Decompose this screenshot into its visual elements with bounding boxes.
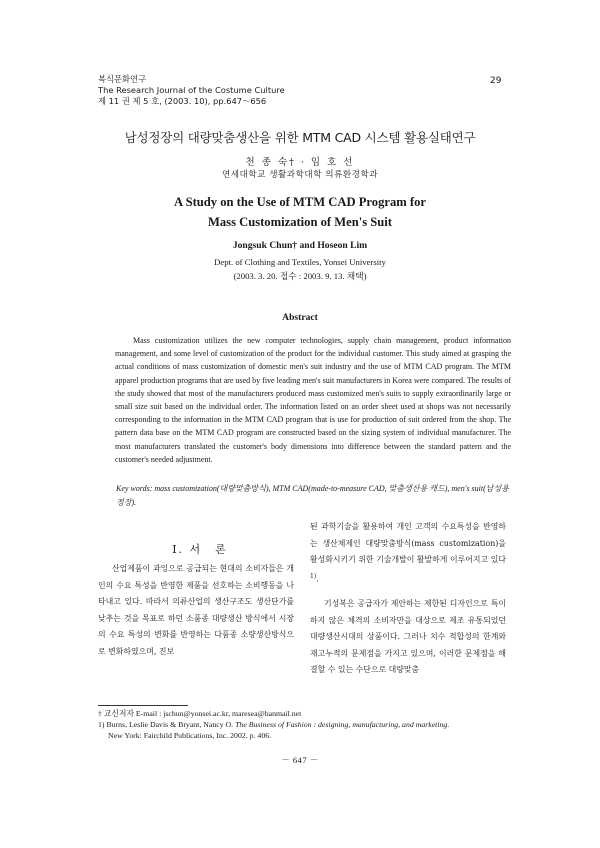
abstract-body: Mass customization utilizes the new computer technologies, supply chain management, product information management, and some level of customization of the product for the individual customer. This study aimed at grasping the actual conditions of mass customization of domestic men's suit industry and the use of MTM CAD program. The MTM apparel production programs that are used by five leading men's suit manufacturers in Korea were compared. The results of the study showed that most of the manufacturers produced mass customized men's suits to supply extraordinarily large or small size suit based on the individual order. The information listed on an order sheet used at shops was not necessarily corresponding to the information in the MTM CAD program that is use for production of suit ordered from the shop. The pattern data base on the MTM CAD program are constructed based on the sizing system of individual manufacturer. The most manufacturers translated the customer's body dimensions into difference between the standard pattern and the customer's needed adjustment.	[115, 336, 511, 464]
keywords	[116, 482, 512, 510]
affiliation-english-block	[0, 256, 600, 283]
keywords-label: Key words:	[116, 484, 153, 493]
body-paragraph-right-2: 기성복은 공급자가 제안하는 제한된 디자인으로 특이하지 않은 체격의 소비자만을 대상으로 제조 유통되었던 대량생산시대의 상품이다. 그러나 치수 적합성의 한계와 재고누적의 문제점을 가지고 있으며, 이러한 문제점을 해결할 수 있는 수단으로 대량맞춤	[310, 599, 506, 675]
footnote-ref1-publisher: New York: Fairchild Publications, Inc. 2002. p. 406.	[108, 731, 272, 740]
affiliation-english: Dept. of Clothing and Textiles, Yonsei University	[214, 257, 386, 267]
body-paragraph-left: 산업제품이 과잉으로 공급되는 현대의 소비자들은 개인의 수요 특성을 반영한 제품을 선호하는 소비행동을 나타내고 있다. 따라서 의류산업의 생산구조도 생산단가를 낮추는 것을 목표로 하던 소품종 대량생산 방식에서 시장의 수요 특성의 변화를 반영하는 다품종 소량생산방식으로 변화하였으며, 진보	[98, 564, 294, 656]
affiliation-korean: 연세대학교 생활과학대학 의류환경학과	[221, 170, 379, 180]
footnote-ref-1: 1)	[310, 572, 317, 580]
footnotes	[98, 708, 518, 741]
footnote-ref1-authors: 1) Burns, Leslie Davis & Bryant, Nancy O.	[98, 720, 234, 729]
footnote-corresponding-author: † 교신저자 E-mail : jschun@yonsei.ac.kr, maresea@hanmail.net	[98, 709, 302, 718]
received-accepted-dates: (2003. 3. 20. 접수 : 2003. 9. 13. 채택)	[233, 270, 367, 281]
title-english-line-1: A Study on the Use of MTM CAD Program for	[174, 195, 426, 209]
body-paragraph-right-1-text: 된 과학기술을 활용하여 개인 고객의 수요특성을 반영하는 생산체제인 대량맞춤방식(mass customization)을 활성화시키기 위한 기술개발이 활발하게 이루어지고 있다	[310, 522, 506, 565]
journal-volume: 제 11 권 제 5 호, (2003. 10), pp.647～656	[98, 96, 267, 106]
page-footer-number: － 647 －	[281, 755, 319, 765]
abstract-heading: Abstract	[282, 312, 318, 323]
title-korean: 남성정장의 대량맞춤생산을 위한 MTM CAD 시스템 활용실태연구	[124, 130, 476, 145]
page-number: 29	[490, 76, 502, 86]
footnote-rule	[98, 705, 188, 706]
body-paragraph-right-1	[310, 519, 506, 588]
authors-english: Jongsuk Chun† and Hoseon Lim	[232, 240, 368, 251]
keywords-text: mass customization(대량맞춤방식), MTM CAD(made-to-measure CAD, 맞춤생산용 캐드), men's suit(남성용 정장).	[116, 484, 509, 507]
body-column-right	[310, 519, 506, 679]
footnote-ref1-book-title: The Business of Fashion : designing, manufacturing, and marketing.	[235, 720, 450, 729]
journal-name-kr: 복식문화연구	[98, 74, 147, 84]
footnote-reference-1	[98, 719, 518, 730]
journal-header	[98, 74, 285, 107]
authors-korean: 천 종 숙† · 임 호 선	[245, 157, 355, 168]
journal-name-en: The Research Journal of the Costume Culture	[98, 85, 285, 95]
title-english	[0, 192, 600, 232]
body-paragraph-right-1-end: .	[316, 574, 319, 584]
title-english-line-2: Mass Customization of Men's Suit	[207, 215, 392, 229]
section-title-introduction: Ⅰ. 서 론	[172, 543, 228, 556]
body-column-left	[98, 561, 294, 661]
